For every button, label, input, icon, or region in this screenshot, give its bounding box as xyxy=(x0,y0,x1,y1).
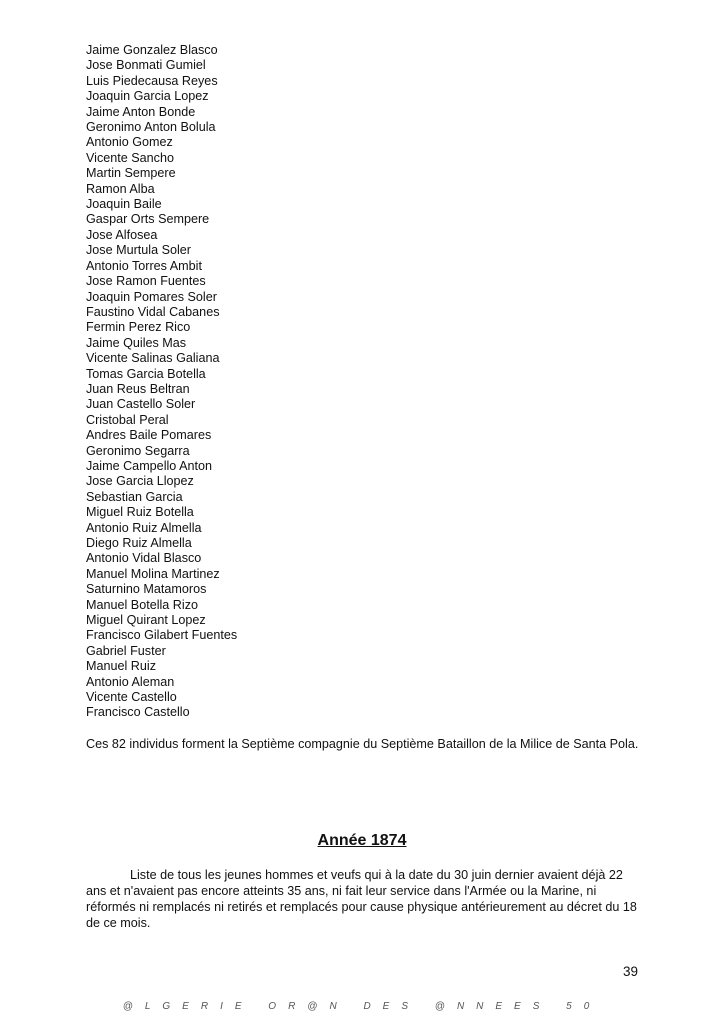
name-item: Vicente Sancho xyxy=(86,150,174,165)
name-item: Francisco Castello xyxy=(86,705,190,720)
name-item: Miguel Quirant Lopez xyxy=(86,613,206,628)
footer-watermark: @LGERIE OR@N DES @NNEES 50 xyxy=(122,1001,602,1012)
name-item: Jaime Gonzalez Blasco xyxy=(86,43,218,57)
name-item: Jose Alfosea xyxy=(86,227,158,242)
name-item: Geronimo Segarra xyxy=(86,443,190,458)
name-item: Cristobal Peral xyxy=(86,412,169,427)
name-item: Jose Ramon Fuentes xyxy=(86,274,206,289)
name-item: Geronimo Anton Bolula xyxy=(86,120,216,135)
name-item: Faustino Vidal Cabanes xyxy=(86,304,220,319)
name-item: Andres Baile Pomares xyxy=(86,428,212,443)
name-item: Antonio Torres Ambit xyxy=(86,258,202,273)
section-heading: Année 1874 xyxy=(317,832,407,849)
name-item: Tomas Garcia Botella xyxy=(86,366,206,381)
name-item: Martin Sempere xyxy=(86,166,176,181)
name-item: Ramon Alba xyxy=(86,181,155,196)
name-item: Jose Murtula Soler xyxy=(86,243,191,258)
name-item: Joaquin Pomares Soler xyxy=(86,289,217,304)
name-item: Jose Bonmati Gumiel xyxy=(86,58,206,73)
name-item: Vicente Salinas Galiana xyxy=(86,351,220,366)
name-item: Gaspar Orts Sempere xyxy=(86,212,210,227)
name-item: Manuel Botella Rizo xyxy=(86,597,199,612)
page-number: 39 xyxy=(622,964,638,979)
name-item: Joaquin Baile xyxy=(86,197,162,212)
summary-paragraph: Ces 82 individus forment la Septième compagnie du Septième Bataillon de la Milice de Santa Pola. xyxy=(86,737,639,751)
name-item: Manuel Molina Martinez xyxy=(86,566,220,581)
name-item: Jaime Anton Bonde xyxy=(86,104,196,119)
name-list xyxy=(86,43,237,721)
name-item: Jaime Campello Anton xyxy=(86,458,213,473)
intro-paragraph: Liste de tous les jeunes hommes et veufs qui à la date du 30 juin dernier avaient déjà 22 ans et n'avaient pas encore atteints 35 ans, ni fait leur service dans l'Armée ou la Marine, ni réformés ni remplacés ni retirés et remplacés pour cause physique antérieurement au décret du 18 de ce mois. xyxy=(86,868,637,930)
name-item: Jaime Quiles Mas xyxy=(86,335,187,350)
name-item: Gabriel Fuster xyxy=(86,643,166,658)
name-item: Antonio Ruiz Almella xyxy=(86,520,202,535)
name-item: Luis Piedecausa Reyes xyxy=(86,73,218,88)
name-item: Diego Ruiz Almella xyxy=(86,536,192,550)
name-item: Fermin Perez Rico xyxy=(86,320,191,335)
name-item: Antonio Gomez xyxy=(86,135,173,150)
name-item: Juan Castello Soler xyxy=(86,397,196,412)
name-item: Vicente Castello xyxy=(86,690,177,705)
name-item: Miguel Ruiz Botella xyxy=(86,505,194,520)
name-item: Antonio Aleman xyxy=(86,674,175,689)
name-item: Joaquin Garcia Lopez xyxy=(86,89,209,104)
name-item: Saturnino Matamoros xyxy=(86,582,207,597)
name-item: Francisco Gilabert Fuentes xyxy=(86,628,238,643)
name-item: Antonio Vidal Blasco xyxy=(86,551,202,566)
name-item: Jose Garcia Llopez xyxy=(86,474,194,489)
name-item: Sebastian Garcia xyxy=(86,489,183,504)
name-item: Juan Reus Beltran xyxy=(86,381,190,396)
name-item: Manuel Ruiz xyxy=(86,659,156,674)
